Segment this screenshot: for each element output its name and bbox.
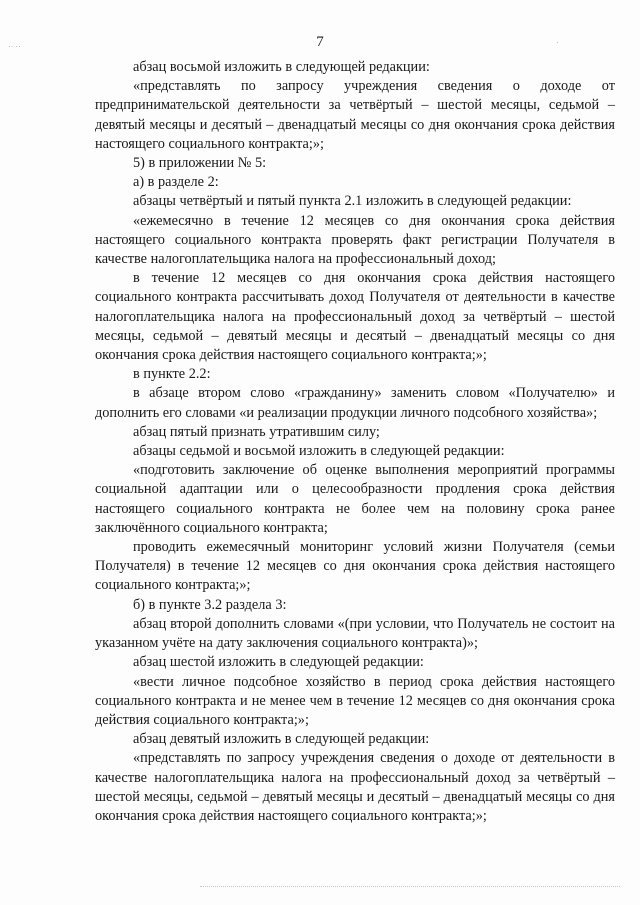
paragraph: «представлять по запросу учреждения сведения о доходе от предпринимательской деятельности за четвёртый – шестой месяцы, седьмой – девятый месяцы и десятый – двенадцатый месяцы со дня окончания срока действия настоящего социального контракта;»; (95, 78, 615, 152)
document-body (95, 58, 615, 826)
page-number: 7 (316, 34, 324, 50)
paragraph: в абзаце втором слово «гражданину» заменить словом «Получателю» и дополнить его словами «и реализации продукции личного подсобного хозяйства»; (95, 385, 615, 421)
paragraph: «подготовить заключение об оценке выполнения мероприятий программы социальной адаптации или о целесообразности продления срока действия настоящего социального контракта не более чем на половину срока ранее заключённого социального контракта; (95, 462, 615, 536)
paragraph: «ежемесячно в течение 12 месяцев со дня окончания срока действия настоящего социального контракта проверять факт регистрации Получателя в качестве налогоплательщика налога на профессиональный доход; (95, 212, 615, 268)
paragraph: абзац шестой изложить в следующей редакции: (133, 654, 424, 671)
paragraph: в течение 12 месяцев со дня окончания срока действия настоящего социального контракта рассчитывать доход Получателя от деятельности в качестве налогоплательщика налога на профессиональный доход за четвёртый – шестой месяцы, седьмой – девятый месяцы и десятый – двенадцатый месяцы со дня окончания срока действия настоящего социального контракта;»; (95, 270, 615, 364)
paragraph: а) в разделе 2: (133, 174, 219, 191)
paragraph: б) в пункте 3.2 раздела 3: (133, 596, 287, 613)
paragraph: в пункте 2.2: (133, 366, 211, 383)
paragraph: абзац девятый изложить в следующей редакции: (133, 731, 430, 748)
scan-noise-line (200, 886, 620, 888)
paragraph: абзацы седьмой и восьмой изложить в следующей редакции: (133, 443, 505, 460)
paragraph: абзац второй дополнить словами «(при условии, что Получатель не состоит на указанном учёте на дату заключения социального контракта)»; (95, 615, 615, 652)
paragraph: 5) в приложении № 5: (133, 155, 267, 172)
paragraph: «вести личное подсобное хозяйство в период срока действия настоящего социального контракта и не менее чем в течение 12 месяцев со дня окончания срока действия социального контракта;»; (95, 673, 615, 728)
paragraph: проводить ежемесячный мониторинг условий жизни Получателя (семьи Получателя) в течение 12 месяцев со дня окончания срока действия настоящего социального контракта;»; (95, 539, 615, 594)
scan-artifact: ·· ·· (8, 42, 21, 51)
paragraph: абзац пятый признать утратившим силу; (133, 423, 380, 440)
paragraph: абзацы четвёртый и пятый пункта 2.1 изложить в следующей редакции: (133, 193, 572, 210)
scan-artifact-2: · (556, 38, 559, 47)
paragraph: «представлять по запросу учреждения сведения о доходе от деятельности в качестве налогоплательщика налога на профессиональный доход за четвёртый – шестой месяцы, седьмой – девятый месяцы и десятый – двенадцатый месяцы со дня окончания срока действия настоящего социального контракта;»; (95, 750, 615, 824)
paragraph: абзац восьмой изложить в следующей редакции: (133, 59, 430, 75)
